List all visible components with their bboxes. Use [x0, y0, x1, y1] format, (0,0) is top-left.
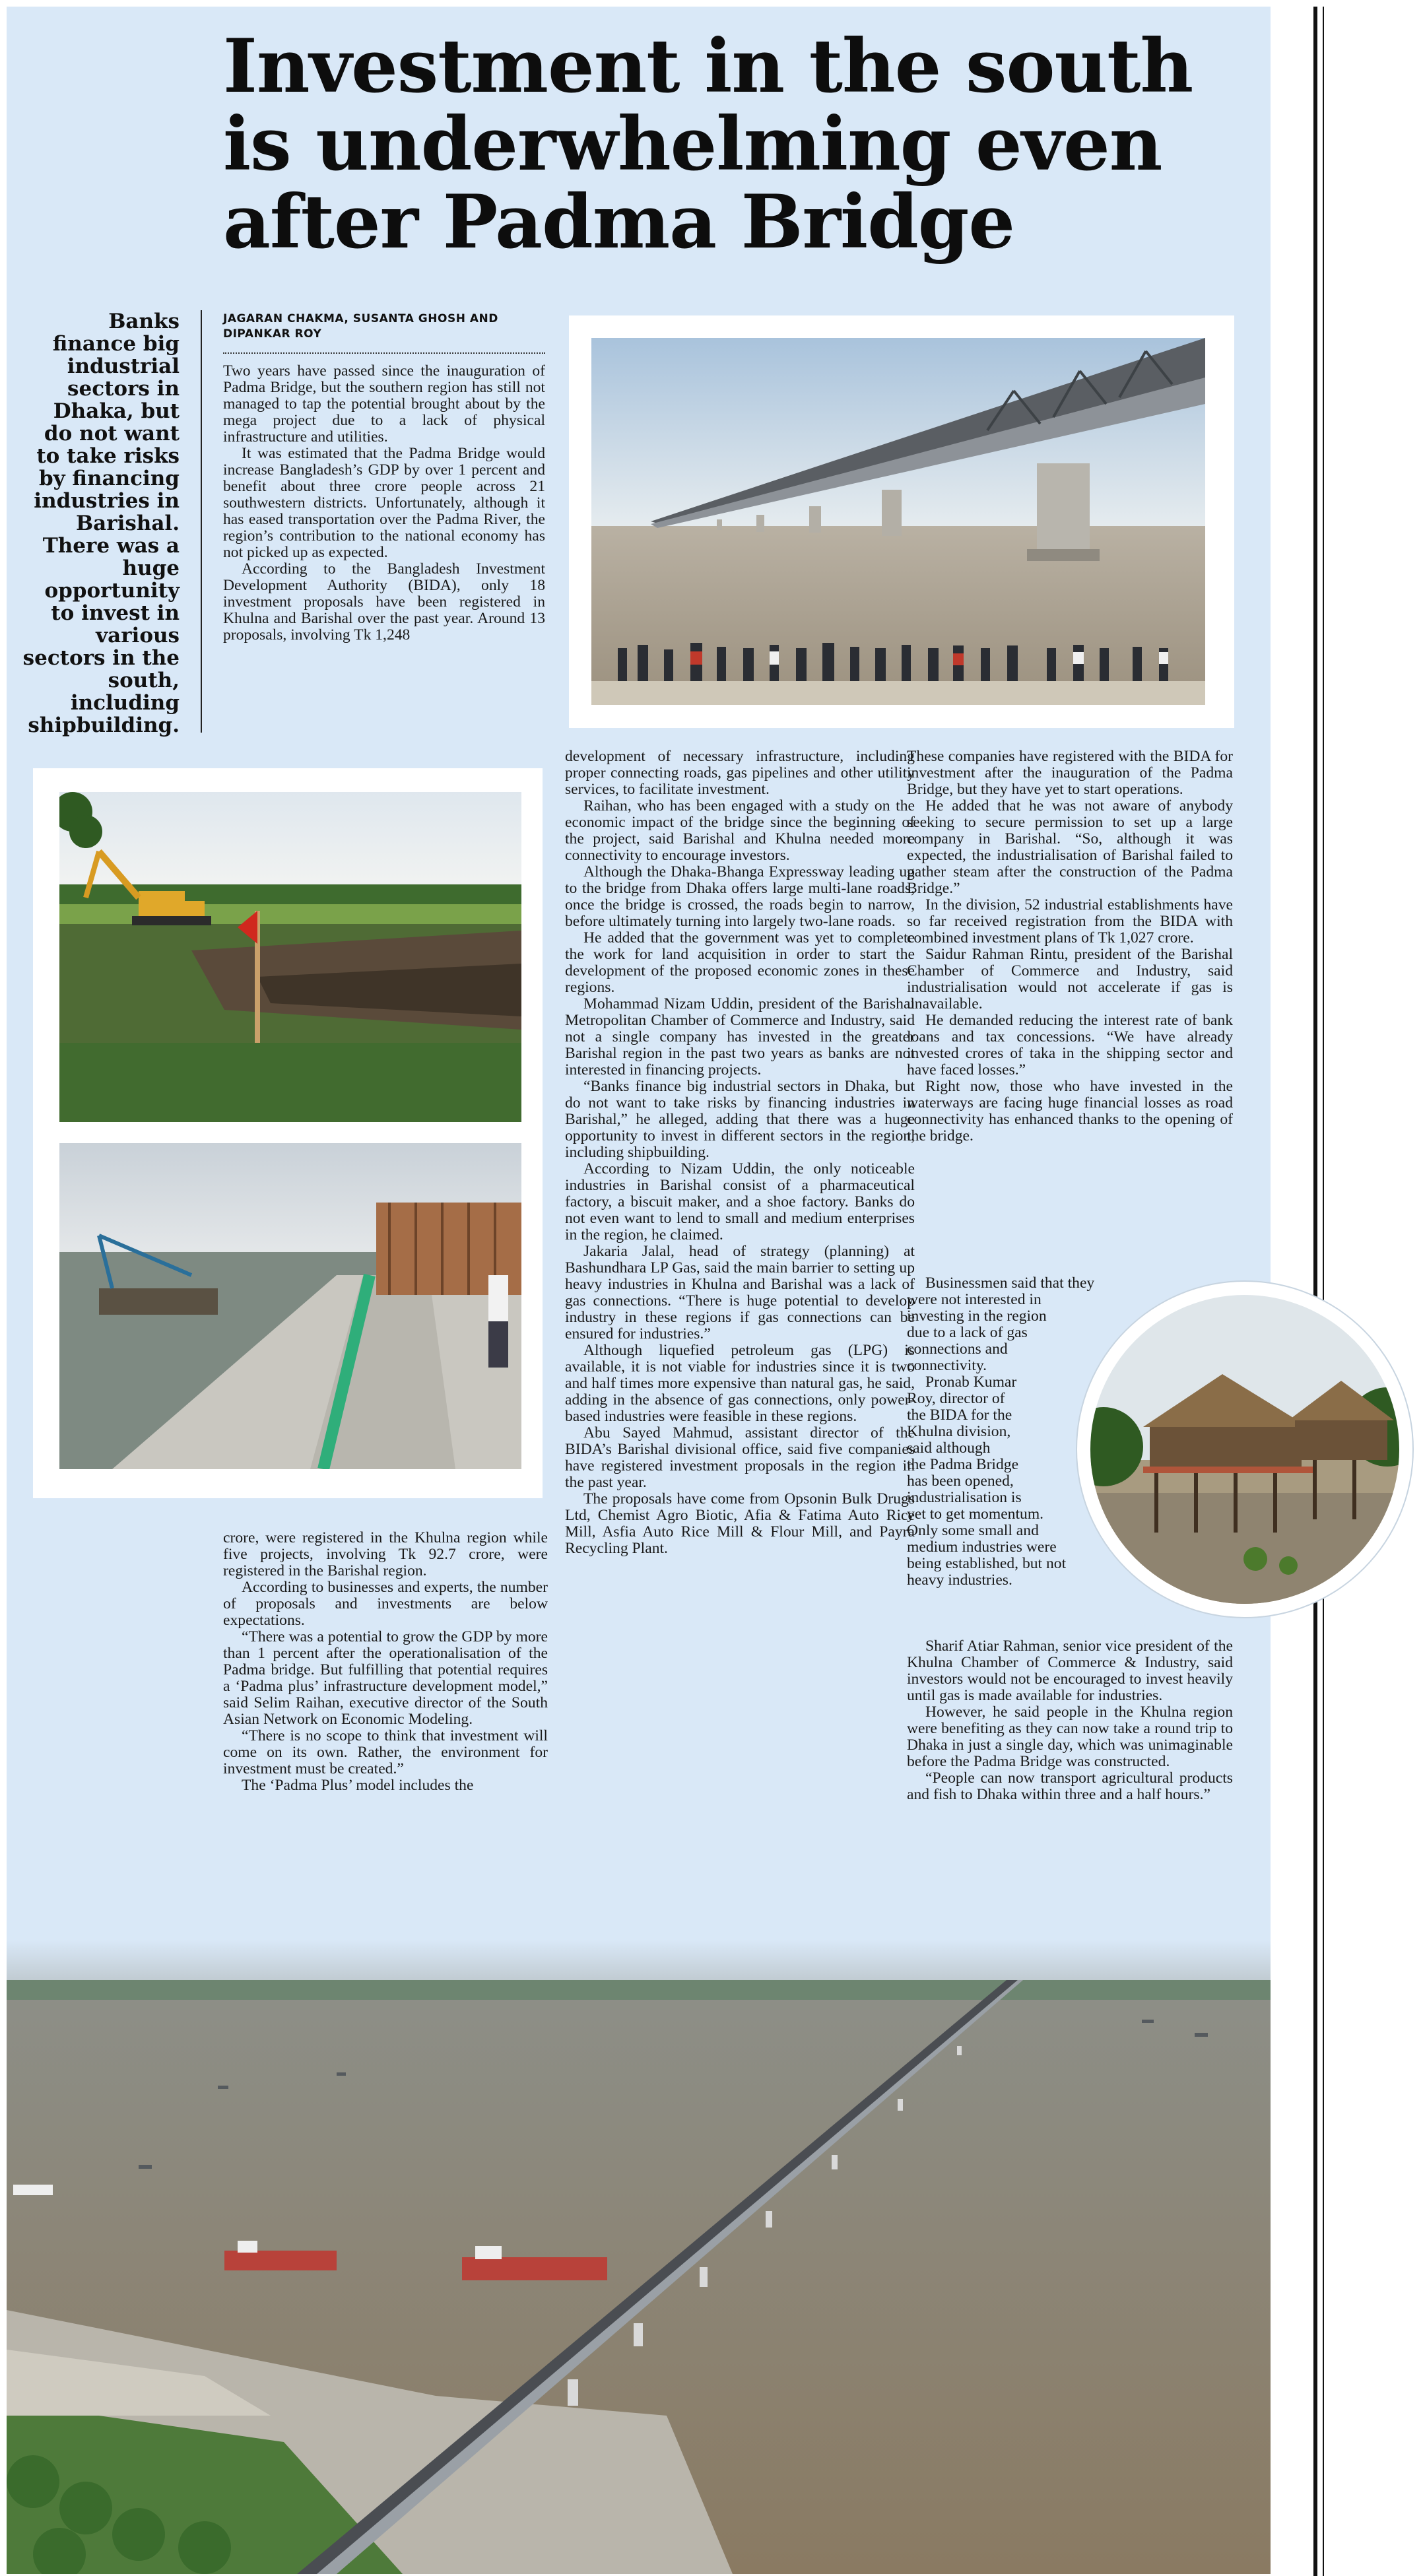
wrap-line: Businessmen said that they	[925, 1274, 1095, 1292]
wrap-line: industrialisation is	[907, 1489, 1022, 1506]
article-column-c-continued	[907, 1638, 1233, 1803]
paragraph: Although liquefied petroleum gas (LPG) is available, it is not viable for industries since it is two and half times more expensive than natural gas, he said, adding in the absence of gas connections, only power-based industries were feasible in these regions.	[565, 1342, 915, 1425]
wrap-line: Pronab Kumar	[925, 1373, 1017, 1391]
photo-excavator-site	[59, 792, 521, 1122]
pull-quote: Banks finance big industrial sectors in Dhaka, but do not want to take risks by financing industries in Barishal. There was a huge opportunity to invest in various sectors in the south, including shipbuilding.	[22, 310, 180, 737]
article-column-a	[223, 363, 545, 644]
article-column-b	[565, 748, 915, 1557]
paragraph: The proposals have come from Opsonin Bulk Drugs Ltd, Chemist Agro Biotic, Afia & Fatima Auto Rice Mill, Asfia Auto Rice Mill & Flour Mill, and Payra Recycling Plant.	[565, 1490, 915, 1557]
paragraph: Two years have passed since the inauguration of Padma Bridge, but the southern region has still not managed to tap the potential brought about by the mega project due to a lack of physical infrastructure and utilities.	[223, 362, 545, 446]
byline: JAGARAN CHAKMA, SUSANTA GHOSH AND DIPANKAR ROY	[223, 312, 498, 341]
paragraph: Abu Sayed Mahmud, assistant director of the BIDA’s Barishal divisional office, said five companies have registered investment proposals in the region in the past year.	[565, 1424, 915, 1491]
byline-rule	[223, 352, 545, 354]
wrap-line: Only some small and	[907, 1522, 1039, 1539]
photo-thatched-huts	[1090, 1295, 1399, 1604]
wrap-line: due to a lack of gas	[907, 1324, 1028, 1341]
paragraph: crore, were registered in the Khulna region while five projects, involving Tk 92.7 crore, were registered in the Barishal region.	[223, 1529, 548, 1579]
column-rule-thin	[1323, 7, 1324, 2576]
paragraph: The ‘Padma Plus’ model includes the	[242, 1777, 474, 1794]
paragraph: According to the Bangladesh Investment Development Authority (BIDA), only 18 investment proposals have been registered in Khulna and Barishal over the past year. Around 13 proposals, involving Tk 1,248	[223, 560, 545, 644]
paragraph: “People can now transport agricultural products and fish to Dhaka within three and a half hours.”	[907, 1769, 1233, 1803]
paragraph: It was estimated that the Padma Bridge would increase Bangladesh’s GDP by over 1 percent and benefit about three crore people across 21 southwestern districts. Unfortunately, although it has eased transportation over the Padma River, the region’s contribution to the national economy has not picked up as expected.	[223, 445, 545, 561]
paragraph: Jakaria Jalal, head of strategy (planning) at Bashundhara LP Gas, said the main barrier to setting up heavy industries in Khulna and Barishal was a lack of gas connections. “There is huge potential to develop industry in these regions if gas connections can be ensured for industries.”	[565, 1243, 915, 1342]
wrap-line: yet to get momentum.	[907, 1505, 1044, 1523]
wrap-line: were not interested in	[907, 1291, 1042, 1308]
wrap-line: said although	[907, 1439, 991, 1457]
wrap-line: has been opened,	[907, 1472, 1014, 1490]
wrap-line: the Padma Bridge	[907, 1456, 1019, 1473]
paragraph: “Banks finance big industrial sectors in Dhaka, but do not want to take risks by financing industries in Barishal,” he alleged, adding that there was a huge opportunity to invest in different sectors in the region, including shipbuilding.	[565, 1078, 915, 1161]
wrap-line: medium industries were	[907, 1538, 1057, 1556]
circle-photo-frame	[1077, 1282, 1412, 1617]
paragraph: Right now, those who have invested in the waterways are facing huge financial losses as road connectivity has enhanced thanks to the opening of the bridge.	[907, 1078, 1233, 1144]
paragraph: Saidur Rahman Rintu, president of the Barishal Chamber of Commerce and Industry, said industrialisation would not accelerate if gas is unavailable.	[907, 946, 1233, 1012]
headline: Investment in the south is underwhelming even after Padma Bridge	[223, 24, 1193, 265]
paragraph: “There is no scope to think that investment will come on its own. Rather, the environment for investment must be created.”	[223, 1727, 548, 1777]
paragraph: According to Nizam Uddin, the only noticeable industries in Barishal consist of a pharmaceutical factory, a biscuit maker, and a shoe factory. Banks do not even want to lend to small and medium enterprises in the region, he claimed.	[565, 1160, 915, 1243]
wrap-line: connectivity.	[907, 1357, 987, 1374]
wrap-line: Roy, director of	[907, 1390, 1005, 1407]
paragraph: Although the Dhaka-Bhanga Expressway leading up to the bridge from Dhaka offers large multi-lane roads, once the bridge is crossed, the roads begin to narrow, before ultimately turning into largely two-lane roads.	[565, 863, 915, 930]
article-column-c	[907, 748, 1233, 1144]
wrap-line: connections and	[907, 1340, 1008, 1358]
paragraph: development of necessary infrastructure, including proper connecting roads, gas pipelines and other utility services, to facilitate investment.	[565, 748, 915, 798]
paragraph: These companies have registered with the BIDA for investment after the inauguration of the Padma Bridge, but they have yet to start operations.	[907, 748, 1233, 798]
wrap-line: heavy industries.	[907, 1571, 1012, 1589]
paragraph: In the division, 52 industrial establishments have so far received registration from the BIDA with combined investment plans of Tk 1,027 crore.	[907, 896, 1233, 946]
wrap-line: the BIDA for the	[907, 1406, 1012, 1424]
paragraph: Raihan, who has been engaged with a study on the economic impact of the bridge since the beginning of the project, said Barishal and Khulna needed more connectivity to encourage investors.	[565, 797, 915, 864]
paragraph: According to businesses and experts, the number of proposals and investments are below expectations.	[223, 1579, 548, 1629]
photo-aerial-bridge	[7, 1940, 1271, 2574]
paragraph: Sharif Atiar Rahman, senior vice president of the Khulna Chamber of Commerce & Industry, said investors would not be encouraged to invest heavily until gas is made available for industries.	[907, 1637, 1233, 1704]
paragraph: However, he said people in the Khulna region were benefiting as they can now take a round trip to Dhaka in just a single day, which was unimaginable before the Padma Bridge was constructed.	[907, 1703, 1233, 1770]
article-column-c-wrap	[907, 1275, 1105, 1589]
photo-construction-river	[59, 1143, 521, 1469]
column-rule-thick	[1313, 7, 1317, 2576]
paragraph: He demanded reducing the interest rate of bank loans and tax concessions. “We have already invested crores of taka in the shipping sector and have faced losses.”	[907, 1012, 1233, 1078]
photo-bridge-crowd	[591, 338, 1205, 705]
paragraph: He added that he was not aware of anybody seeking to secure permission to set up a large company in Barishal. “So, although it was expected, the industrialisation of Barishal failed to gather steam after the construction of the Padma Bridge.”	[907, 797, 1233, 897]
paragraph: Mohammad Nizam Uddin, president of the Barishal Metropolitan Chamber of Commerce and Industry, said not a single company has invested in the greater Barishal region in the past two years as banks are not interested in financing projects.	[565, 995, 915, 1078]
wrap-line: investing in the region	[907, 1307, 1047, 1325]
article-column-d	[223, 1530, 548, 1794]
wrap-line: being established, but not	[907, 1555, 1067, 1572]
wrap-line: Khulna division,	[907, 1423, 1011, 1440]
pull-quote-divider	[201, 310, 202, 733]
paragraph: He added that the government was yet to complete the work for land acquisition in order to start the development of the proposed economic zones in these regions.	[565, 929, 915, 996]
paragraph: “There was a potential to grow the GDP by more than 1 percent after the operationalisation of the Padma bridge. But fulfilling that potential requires a ‘Padma plus’ infrastructure development model,” said Selim Raihan, executive director of the South Asian Network on Economic Modeling.	[223, 1628, 548, 1728]
